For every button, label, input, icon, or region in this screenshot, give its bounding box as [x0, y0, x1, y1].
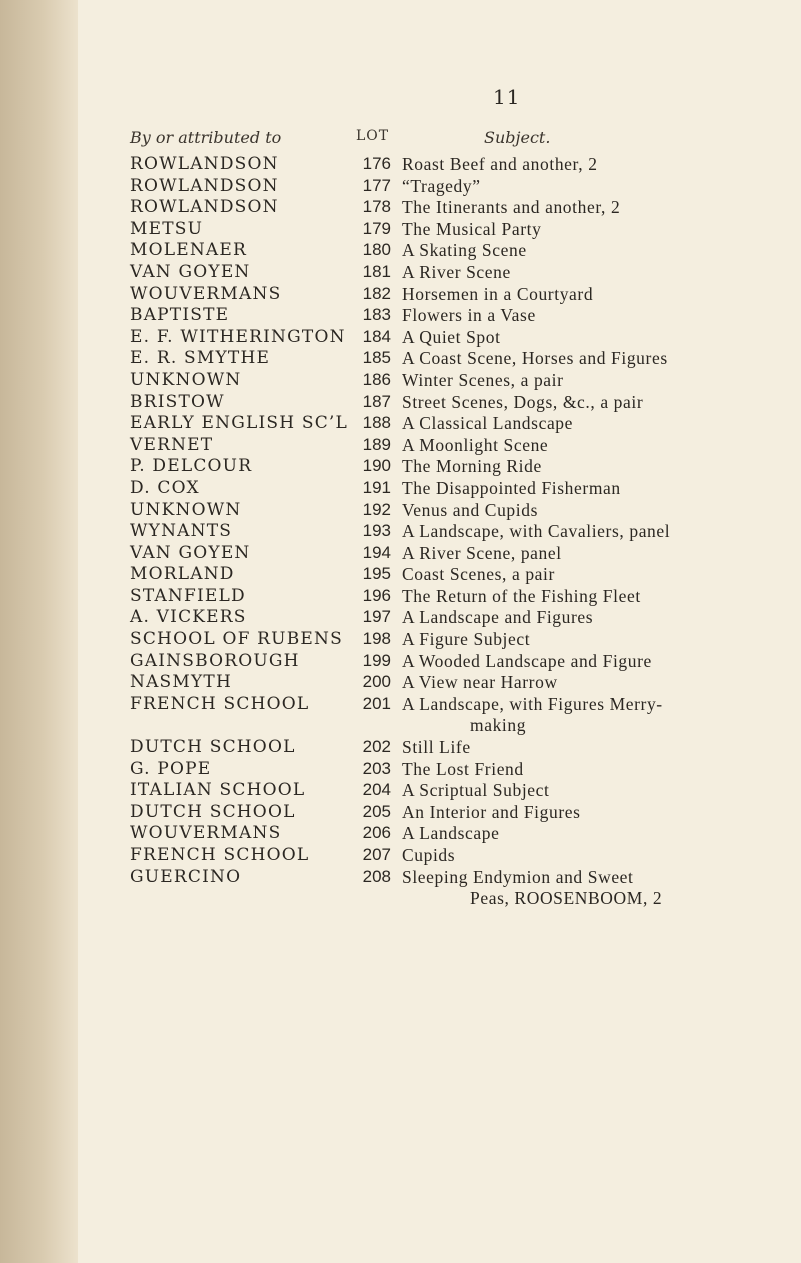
- subject-text: [402, 413, 794, 435]
- subject-text: [402, 435, 794, 457]
- page-number: 11: [493, 85, 521, 109]
- lot-number: 203: [362, 758, 391, 778]
- lot-number: 197: [362, 607, 391, 627]
- lot-number: 177: [362, 175, 391, 195]
- lot-entry: [78, 823, 801, 845]
- subject-column-header: Subject.: [484, 128, 551, 147]
- subject-text: [402, 629, 794, 651]
- artist-name: BRISTOW: [130, 391, 225, 412]
- lot-number: 180: [362, 240, 391, 260]
- subject-line: Still Life: [402, 737, 471, 758]
- artist-name: GUERCINO: [130, 866, 242, 887]
- lot-entry: [78, 737, 801, 759]
- artist-name: FRENCH SCHOOL: [130, 693, 310, 714]
- lot-number: 184: [362, 326, 391, 346]
- subject-text: [402, 521, 794, 543]
- artist-name: MOLENAER: [130, 240, 248, 261]
- lot-entry: [78, 284, 801, 306]
- subject-line: A View near Harrow: [402, 672, 558, 693]
- lot-number: 182: [362, 283, 391, 303]
- lot-number: 190: [362, 456, 391, 476]
- subject-line: A Coast Scene, Horses and Figures: [402, 348, 668, 369]
- subject-text: [402, 651, 794, 673]
- artist-name: DUTCH SCHOOL: [130, 737, 296, 758]
- subject-line: A Moonlight Scene: [402, 434, 549, 455]
- artist-name: WOUVERMANS: [130, 283, 282, 304]
- lot-number: 208: [362, 866, 391, 886]
- lot-entry: [78, 802, 801, 824]
- subject-line: The Morning Ride: [402, 456, 542, 477]
- subject-line: A Classical Landscape: [402, 413, 574, 434]
- lot-entry: [78, 521, 801, 543]
- lot-entry: [78, 392, 801, 414]
- subject-text: [402, 607, 794, 629]
- artist-name: E. F. WITHERINGTON: [130, 326, 346, 347]
- artist-name: WOUVERMANS: [130, 823, 282, 844]
- lot-entry: [78, 543, 801, 565]
- lot-entry: [78, 435, 801, 457]
- lot-number: 186: [362, 369, 391, 389]
- lot-entry: [78, 348, 801, 370]
- lot-number: 207: [362, 845, 391, 864]
- lot-number: 200: [362, 672, 391, 692]
- subject-text: [402, 694, 794, 737]
- subject-text: [402, 176, 794, 198]
- lot-number: 198: [362, 629, 391, 649]
- lot-number: 193: [362, 521, 391, 541]
- lot-entry: [78, 867, 801, 910]
- lot-number: 195: [362, 564, 391, 584]
- lot-entry: [78, 564, 801, 586]
- subject-line: A Wooded Landscape and Figure: [402, 650, 652, 671]
- lot-number: 178: [362, 197, 391, 217]
- lot-entry: [78, 586, 801, 608]
- lot-entry: [78, 629, 801, 651]
- artist-name: VERNET: [130, 434, 214, 455]
- subject-continuation: Peas, ROOSENBOOM, 2: [470, 888, 663, 909]
- subject-line: Roast Beef and another, 2: [402, 154, 598, 174]
- lot-entry: [78, 845, 801, 867]
- subject-text: [402, 586, 794, 608]
- subject-text: [402, 197, 794, 219]
- lot-list: [78, 154, 801, 910]
- lot-number: 205: [362, 801, 391, 821]
- lot-entry: [78, 478, 801, 500]
- subject-line: The Itinerants and another, 2: [402, 197, 621, 218]
- lot-number: 176: [362, 154, 391, 173]
- lot-number: 183: [362, 305, 391, 325]
- artist-name: VAN GOYEN: [130, 261, 251, 282]
- subject-line: The Return of the Fishing Fleet: [402, 585, 641, 606]
- artist-name: E. R. SMYTHE: [130, 348, 271, 369]
- subject-line: The Lost Friend: [402, 758, 524, 779]
- subject-line: An Interior and Figures: [402, 801, 581, 822]
- lot-entry: [78, 413, 801, 435]
- lot-entry: [78, 240, 801, 262]
- subject-line: A Landscape and Figures: [402, 607, 594, 628]
- lot-entry: [78, 327, 801, 349]
- subject-text: [402, 262, 794, 284]
- lot-number: 179: [362, 218, 391, 238]
- artist-name: ROWLANDSON: [130, 154, 279, 174]
- subject-line: A River Scene: [402, 261, 511, 282]
- subject-line: A Skating Scene: [402, 240, 527, 261]
- subject-text: [402, 478, 794, 500]
- subject-line: Venus and Cupids: [402, 499, 538, 520]
- artist-name: GAINSBOROUGH: [130, 650, 300, 671]
- subject-continuation: making: [470, 715, 527, 736]
- subject-line: A Landscape, with Cavaliers, panel: [402, 521, 671, 542]
- lot-number: 191: [362, 477, 391, 497]
- lot-entry: [78, 154, 801, 176]
- subject-line: The Musical Party: [402, 218, 542, 239]
- lot-entry: [78, 262, 801, 284]
- lot-number: 187: [362, 391, 391, 411]
- artist-name: UNKNOWN: [130, 499, 242, 520]
- subject-line: The Disappointed Fisherman: [402, 477, 621, 498]
- lot-entry: [78, 305, 801, 327]
- lot-entry: [78, 370, 801, 392]
- subject-text: [402, 154, 794, 176]
- subject-line: A Landscape: [402, 823, 500, 844]
- subject-text: [402, 867, 794, 910]
- subject-text: [402, 564, 794, 586]
- artist-name: P. DELCOUR: [130, 456, 253, 477]
- lot-number: 185: [362, 348, 391, 368]
- subject-line: Winter Scenes, a pair: [402, 369, 564, 390]
- subject-line: Coast Scenes, a pair: [402, 564, 555, 585]
- subject-text: [402, 500, 794, 522]
- lot-number: 192: [362, 499, 391, 519]
- subject-text: [402, 845, 794, 867]
- subject-line: A Figure Subject: [402, 629, 531, 650]
- subject-line: Flowers in a Vase: [402, 305, 536, 326]
- subject-text: [402, 543, 794, 565]
- lot-entry: [78, 197, 801, 219]
- catalogue-page: [78, 0, 801, 1263]
- lot-number: 196: [362, 585, 391, 605]
- artist-name: SCHOOL OF RUBENS: [130, 629, 343, 650]
- artist-name: DUTCH SCHOOL: [130, 801, 296, 822]
- subject-text: [402, 370, 794, 392]
- lot-entry: [78, 607, 801, 629]
- subject-text: [402, 219, 794, 241]
- subject-line: A Landscape, with Figures Merry-: [402, 693, 663, 714]
- artist-name: ROWLANDSON: [130, 175, 279, 196]
- subject-line: A Quiet Spot: [402, 326, 501, 347]
- lot-number: 189: [362, 434, 391, 454]
- subject-text: [402, 456, 794, 478]
- subject-text: [402, 348, 794, 370]
- subject-text: [402, 759, 794, 781]
- lot-number: 199: [362, 650, 391, 670]
- lot-number: 206: [362, 823, 391, 843]
- lot-number: 201: [362, 693, 391, 713]
- lot-column-header: LOT: [356, 128, 390, 144]
- artist-name: D. COX: [130, 477, 200, 498]
- subject-text: [402, 392, 794, 414]
- subject-text: [402, 672, 794, 694]
- subject-line: “Tragedy”: [402, 175, 481, 196]
- subject-text: [402, 284, 794, 306]
- artist-name: FRENCH SCHOOL: [130, 845, 310, 865]
- lot-number: 194: [362, 542, 391, 562]
- lot-entry: [78, 672, 801, 694]
- artist-name: EARLY ENGLISH SC’L: [130, 413, 349, 434]
- lot-entry: [78, 759, 801, 781]
- binding-gutter: [0, 0, 78, 1263]
- subject-line: A River Scene, panel: [402, 542, 562, 563]
- lot-entry: [78, 694, 801, 737]
- subject-text: [402, 823, 794, 845]
- subject-text: [402, 327, 794, 349]
- artist-name: ITALIAN SCHOOL: [130, 780, 306, 801]
- subject-line: Horsemen in a Courtyard: [402, 283, 594, 304]
- subject-line: A Scriptual Subject: [402, 780, 550, 801]
- artist-name: METSU: [130, 218, 204, 239]
- subject-line: Street Scenes, Dogs, &c., a pair: [402, 391, 644, 412]
- lot-entry: [78, 219, 801, 241]
- subject-text: [402, 305, 794, 327]
- artist-name: STANFIELD: [130, 585, 246, 606]
- artist-name: BAPTISTE: [130, 305, 230, 326]
- subject-line: Cupids: [402, 845, 456, 865]
- artist-column-header: By or attributed to: [130, 128, 282, 147]
- artist-name: G. POPE: [130, 758, 212, 779]
- artist-name: ROWLANDSON: [130, 197, 279, 218]
- artist-name: NASMYTH: [130, 672, 232, 693]
- lot-entry: [78, 456, 801, 478]
- lot-number: 204: [362, 780, 391, 800]
- lot-entry: [78, 780, 801, 802]
- lot-entry: [78, 651, 801, 673]
- subject-line: Sleeping Endymion and Sweet: [402, 866, 634, 887]
- subject-text: [402, 737, 794, 759]
- artist-name: A. VICKERS: [130, 607, 247, 628]
- lot-entry: [78, 176, 801, 198]
- lot-number: 188: [362, 413, 391, 433]
- subject-text: [402, 240, 794, 262]
- lot-number: 202: [362, 737, 391, 757]
- lot-number: 181: [362, 261, 391, 281]
- subject-text: [402, 780, 794, 802]
- lot-entry: [78, 500, 801, 522]
- artist-name: UNKNOWN: [130, 369, 242, 390]
- artist-name: WYNANTS: [130, 521, 233, 542]
- artist-name: MORLAND: [130, 564, 235, 585]
- artist-name: VAN GOYEN: [130, 542, 251, 563]
- subject-text: [402, 802, 794, 824]
